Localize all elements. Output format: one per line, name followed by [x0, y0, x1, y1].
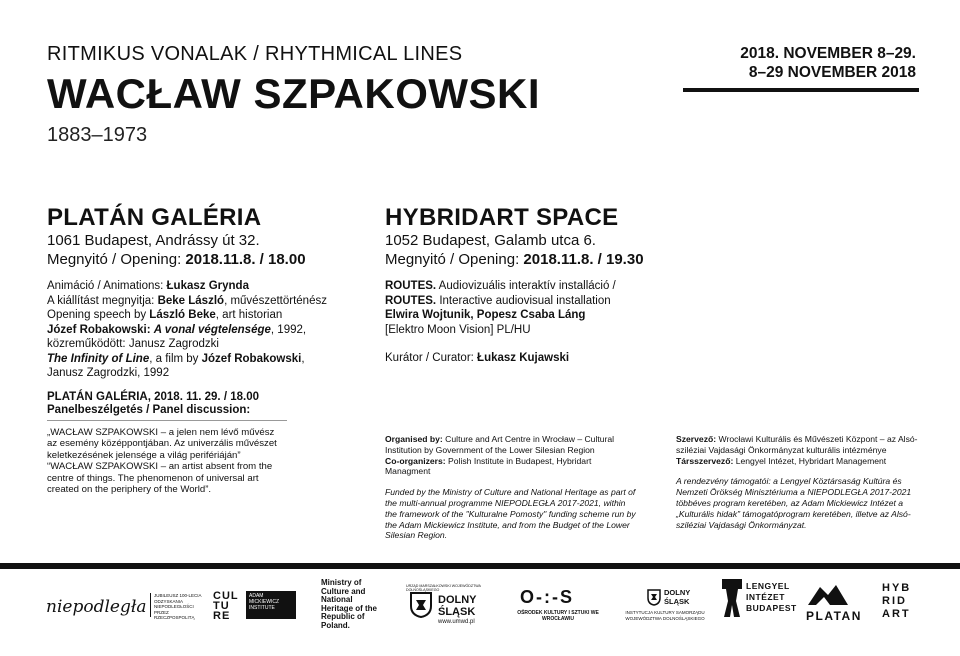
routes-hu: ROUTES. Audiovizuális interaktív installáció /	[385, 280, 616, 292]
exhibition-subtitle: RITMIKUS VONALAK / RHYTHMICAL LINES	[47, 43, 463, 65]
routes-en: ROUTES. Interactive audiovisual installation	[385, 294, 611, 307]
dates-en: 8–29 NOVEMBER 2018	[748, 64, 916, 81]
platan-leaf-icon	[806, 583, 850, 612]
platan-name: PLATÁN GALÉRIA	[47, 204, 262, 231]
co-organisers: Co-organizers: Polish Institute in Budapest, Hybridart Managment	[385, 455, 592, 477]
dolny2-caption: INSTYTUCJA KULTURY SAMORZĄDU WOJEWÓDZTWA DOLNOŚLĄSKIEGO	[625, 610, 705, 621]
hybridart-opening: Megnyitó / Opening: 2018.11.8. / 19.30	[385, 251, 644, 268]
lengyel-figure-icon	[722, 579, 742, 624]
lengyel-name: LENGYEL INTÉZET BUDAPEST	[746, 581, 797, 613]
panel-header	[47, 391, 367, 417]
hybridart-logo: HYB RID ART	[882, 582, 912, 620]
dolny-name: DOLNY ŚLĄSK	[438, 594, 477, 618]
szervezo: Szervező: Wrocławi Kulturális és Művészeti Központ – az Alsó-sziléziai Vajdasági Önkormányzat kulturális intézménye	[676, 434, 918, 455]
panel-title	[47, 427, 287, 496]
hybridart-venue	[385, 205, 685, 366]
exhibition-dates	[740, 44, 916, 82]
organisers: Organised by: Culture and Art Centre in Wrocław – Cultural Institution by Government of the Lower Silesian Region	[385, 434, 615, 455]
dolny2-crest-icon	[647, 589, 661, 611]
platan-film-hu: Józef Robakowski: A vonal végtelensége, 1992,	[47, 323, 307, 336]
sponsor-logos	[0, 569, 960, 656]
platan-film-collab: közreműködött: Janusz Zagrodzki	[47, 338, 219, 350]
dolny-crest-icon	[410, 592, 432, 623]
date-underline	[683, 88, 919, 92]
hybridart-address: 1052 Budapest, Galamb utca 6.	[385, 232, 596, 249]
platan-details	[47, 279, 367, 381]
dolny-caption: URZĄD MARSZAŁKOWSKI WOJEWÓDZTWA DOLNOŚLĄSKIEGO	[406, 584, 481, 592]
niepodlegla-divider	[150, 593, 151, 617]
funding: Funded by the Ministry of Culture and National Heritage as part of the multi-annual programme NIEPODLEGŁA 2017-2021, within the framework of the "Kulturalne Pomosty" funding scheme run by the Adam Mickiewicz Institute, and from the Budget of the Lower Silesian Region.	[385, 487, 636, 541]
curator: Kurátor / Curator: Łukasz Kujawski	[385, 352, 570, 364]
platan-address: 1061 Budapest, Andrássy út 32.	[47, 232, 260, 249]
artist-years: 1883–1973	[47, 124, 148, 146]
credits-en	[385, 434, 637, 541]
artist-name: WACŁAW SZPAKOWSKI	[47, 70, 541, 117]
routes-label: [Elektro Moon Vision] PL/HU	[385, 323, 531, 336]
niepodlegla-logo: niepodległa	[46, 597, 147, 617]
routes-artists: Elwira Wojtunik, Popesz Csaba Láng	[385, 309, 586, 321]
platan-opening: Megnyitó / Opening: 2018.11.8. / 18.00	[47, 251, 306, 268]
dates-hu: 2018. NOVEMBER 8–29.	[740, 45, 916, 62]
dolny-url: www.umwd.pl	[438, 619, 475, 625]
hybridart-name: HYBRIDART SPACE	[385, 204, 619, 231]
tarsszervezo: Társszervező: Lengyel Intézet, Hybridart Management	[676, 455, 887, 466]
dolny2-name: DOLNY ŚLĄSK	[664, 588, 691, 606]
platan-film-en: The Infinity of Line, a film by Józef Robakowski,	[47, 352, 305, 365]
ministry-logo: Ministry of Culture and National Heritage of the Republic of Poland.	[321, 578, 378, 630]
credits-hu	[676, 434, 926, 530]
panel-divider	[47, 420, 287, 421]
platan-venue	[47, 205, 367, 496]
platan-logo-text: PLATAN	[806, 609, 862, 623]
panel-title-hu: „WACŁAW SZPAKOWSKI – a jelen nem lévő művész az esemény középpontjában. Az univerzális művészet keletkezésének jelensége a világ perifériáján”	[47, 426, 277, 461]
niepodlegla-caption: JUBILEUSZ 100-LECIA ODZYSKANIA NIEPODLEGŁOŚCI PRZEZ RZECZPOSPOLITĄ	[154, 593, 202, 620]
culture-logo-mark: CUL TU RE	[213, 590, 239, 622]
hybridart-details	[385, 279, 685, 366]
panel-label: Panelbeszélgetés / Panel discussion:	[47, 403, 251, 416]
platan-line-animation: Animáció / Animations: Łukasz Grynda	[47, 280, 249, 292]
osrodek-mark: O-:-S	[520, 587, 574, 607]
platan-line-opening-en: Opening speech by László Beke, art historian	[47, 309, 283, 321]
panel-title-en: “WACŁAW SZPAKOWSKI – an artist absent from the centre of things. The phenomenon of universal art created on the periphery of the World”.	[47, 461, 273, 495]
panel-date: PLATÁN GALÉRIA, 2018. 11. 29. / 18.00	[47, 390, 259, 403]
ami-logo: ADAM MICKIEWICZ INSTITUTE	[246, 591, 296, 619]
platan-film-en-rest: Janusz Zagrodzki, 1992	[47, 367, 170, 379]
osrodek-caption: OŚRODEK KULTURY I SZTUKI WE WROCŁAWIU	[517, 610, 599, 622]
tamogatok: A rendezvény támogatói: a Lengyel Köztársaság Kultúra és Nemzeti Örökség Minisztériuma a NIEPODLEGŁA 2017-2021 többéves program keretében, az Adam Mickiewicz Intézet a „Kulturális hidak” támogatóprogram keretében, illetve az Alsó-sziléziai Vajdasági Önkormányzat.	[676, 476, 912, 530]
platan-line-opening-hu: A kiállítást megnyitja: Beke László, művészettörténész	[47, 294, 327, 307]
